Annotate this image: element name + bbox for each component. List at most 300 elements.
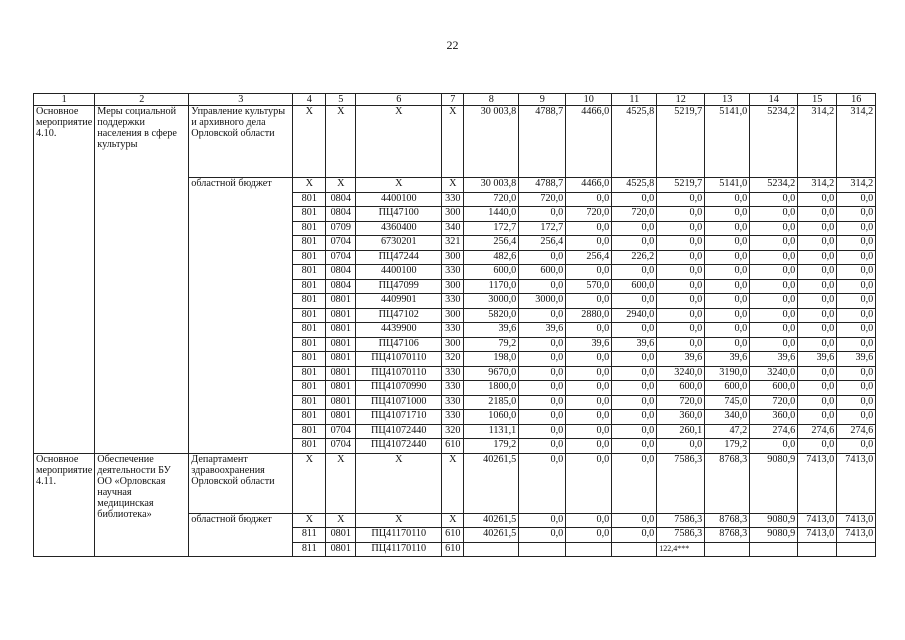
value-cell: 0,0 — [837, 221, 876, 236]
value-cell: 179,2 — [464, 439, 519, 454]
value-cell: 3190,0 — [705, 366, 750, 381]
column-header: 15 — [798, 94, 837, 106]
value-cell: 0801 — [326, 366, 356, 381]
value-cell: 3240,0 — [657, 366, 705, 381]
value-cell: 0801 — [326, 294, 356, 309]
value-cell: 801 — [293, 236, 326, 251]
value-cell: 226,2 — [612, 250, 657, 265]
value-cell: 0,0 — [798, 221, 837, 236]
value-cell: 340,0 — [705, 410, 750, 425]
value-cell: 0,0 — [612, 236, 657, 251]
value-cell: 0,0 — [705, 250, 750, 265]
value-cell: 801 — [293, 323, 326, 338]
value-cell: 0,0 — [657, 308, 705, 323]
value-cell: 0,0 — [612, 366, 657, 381]
value-cell — [612, 542, 657, 557]
value-cell: 0,0 — [798, 395, 837, 410]
value-cell: 256,4 — [464, 236, 519, 251]
value-cell: 0,0 — [837, 395, 876, 410]
column-header: 7 — [442, 94, 464, 106]
value-cell: 0,0 — [798, 265, 837, 280]
value-cell: 0,0 — [612, 323, 657, 338]
value-cell — [705, 542, 750, 557]
value-cell: 600,0 — [612, 279, 657, 294]
value-cell: 5141,0 — [705, 106, 750, 178]
value-cell: 8768,3 — [705, 513, 750, 528]
value-cell: ПЦ47102 — [356, 308, 442, 323]
value-cell: 0,0 — [566, 366, 612, 381]
value-cell: Х — [356, 453, 442, 513]
event-cell: Основное мероприятие 4.11. — [34, 453, 95, 557]
column-header: 1 — [34, 94, 95, 106]
value-cell: 801 — [293, 410, 326, 425]
column-header: 3 — [189, 94, 293, 106]
source-cell: областной бюджет — [189, 178, 293, 454]
value-cell: 5141,0 — [705, 178, 750, 193]
value-cell: 0,0 — [566, 439, 612, 454]
value-cell: 300 — [442, 279, 464, 294]
value-cell: 7586,3 — [657, 453, 705, 513]
value-cell: 0,0 — [519, 366, 566, 381]
column-header: 13 — [705, 94, 750, 106]
value-cell: 745,0 — [705, 395, 750, 410]
value-cell: 3000,0 — [464, 294, 519, 309]
value-cell: 801 — [293, 381, 326, 396]
value-cell: 9670,0 — [464, 366, 519, 381]
value-cell: 0,0 — [750, 308, 798, 323]
value-cell: 0,0 — [566, 381, 612, 396]
value-cell: 0709 — [326, 221, 356, 236]
value-cell: 0,0 — [798, 366, 837, 381]
value-cell: 0,0 — [798, 279, 837, 294]
value-cell: 4788,7 — [519, 106, 566, 178]
value-cell: 274,6 — [837, 424, 876, 439]
value-cell: ПЦ47100 — [356, 207, 442, 222]
value-cell: ПЦ41072440 — [356, 439, 442, 454]
value-cell: 4409901 — [356, 294, 442, 309]
value-cell: 4466,0 — [566, 178, 612, 193]
value-cell: 30 003,8 — [464, 106, 519, 178]
value-cell: 0,0 — [750, 236, 798, 251]
value-cell: 801 — [293, 279, 326, 294]
value-cell: 0,0 — [705, 308, 750, 323]
value-cell: Х — [442, 513, 464, 528]
value-cell: 0,0 — [750, 294, 798, 309]
value-cell: 801 — [293, 221, 326, 236]
value-cell: 7586,3 — [657, 513, 705, 528]
value-cell: ПЦ41072440 — [356, 424, 442, 439]
value-cell: 4360400 — [356, 221, 442, 236]
value-cell: 0,0 — [798, 236, 837, 251]
value-cell — [566, 542, 612, 557]
value-cell: 7413,0 — [837, 528, 876, 543]
value-cell: 4400100 — [356, 192, 442, 207]
value-cell: 3000,0 — [519, 294, 566, 309]
value-cell: 330 — [442, 410, 464, 425]
value-cell: 720,0 — [750, 395, 798, 410]
value-cell: 610 — [442, 528, 464, 543]
value-cell: 2940,0 — [612, 308, 657, 323]
value-cell: 5219,7 — [657, 106, 705, 178]
value-cell: 0704 — [326, 439, 356, 454]
value-cell: 330 — [442, 395, 464, 410]
value-cell: 0704 — [326, 424, 356, 439]
value-cell: 0,0 — [705, 265, 750, 280]
value-cell: 811 — [293, 542, 326, 557]
column-header: 12 — [657, 94, 705, 106]
value-cell: 0,0 — [519, 279, 566, 294]
value-cell: 0,0 — [750, 221, 798, 236]
value-cell: 0,0 — [837, 337, 876, 352]
value-cell: 4439900 — [356, 323, 442, 338]
value-cell: 0,0 — [612, 265, 657, 280]
value-cell: 0,0 — [657, 192, 705, 207]
value-cell: 7413,0 — [798, 528, 837, 543]
value-cell: 0,0 — [519, 410, 566, 425]
value-cell: 0801 — [326, 542, 356, 557]
value-cell: ПЦ41070990 — [356, 381, 442, 396]
value-cell: 0,0 — [566, 395, 612, 410]
value-cell: 0,0 — [657, 250, 705, 265]
value-cell: ПЦ47106 — [356, 337, 442, 352]
value-cell: 720,0 — [566, 207, 612, 222]
value-cell: 0,0 — [798, 308, 837, 323]
value-cell: 0,0 — [519, 381, 566, 396]
value-cell: 0,0 — [566, 192, 612, 207]
value-cell: 801 — [293, 294, 326, 309]
value-cell: 0,0 — [657, 236, 705, 251]
value-cell: 39,6 — [519, 323, 566, 338]
value-cell: 1131,1 — [464, 424, 519, 439]
value-cell: 0,0 — [705, 236, 750, 251]
value-cell: 0804 — [326, 192, 356, 207]
value-cell: 300 — [442, 337, 464, 352]
value-cell: 1060,0 — [464, 410, 519, 425]
value-cell: Х — [326, 106, 356, 178]
value-cell: 0,0 — [657, 279, 705, 294]
value-cell: 610 — [442, 542, 464, 557]
executor-cell: Департамент здравоохранения Орловской области — [189, 453, 293, 513]
value-cell: 0,0 — [705, 221, 750, 236]
value-cell: 8768,3 — [705, 453, 750, 513]
value-cell: 0,0 — [705, 192, 750, 207]
column-header: 9 — [519, 94, 566, 106]
column-header: 16 — [837, 94, 876, 106]
value-cell: 570,0 — [566, 279, 612, 294]
value-cell: 0,0 — [798, 337, 837, 352]
value-cell: 0,0 — [750, 337, 798, 352]
value-cell: 330 — [442, 381, 464, 396]
value-cell: 0,0 — [519, 337, 566, 352]
value-cell: 7586,3 — [657, 528, 705, 543]
value-cell: 300 — [442, 250, 464, 265]
value-cell: 260,1 — [657, 424, 705, 439]
value-cell: 2185,0 — [464, 395, 519, 410]
value-cell: 300 — [442, 308, 464, 323]
value-cell — [519, 542, 566, 557]
value-cell: 0,0 — [798, 381, 837, 396]
value-cell: 79,2 — [464, 337, 519, 352]
value-cell: 360,0 — [750, 410, 798, 425]
value-cell: 47,2 — [705, 424, 750, 439]
value-cell: 256,4 — [519, 236, 566, 251]
value-cell: 30 003,8 — [464, 178, 519, 193]
value-cell: 0,0 — [837, 207, 876, 222]
column-header: 8 — [464, 94, 519, 106]
value-cell: Х — [356, 178, 442, 193]
value-cell: 0,0 — [837, 439, 876, 454]
value-cell: 0,0 — [798, 439, 837, 454]
value-cell: 330 — [442, 294, 464, 309]
value-cell: 1440,0 — [464, 207, 519, 222]
value-cell: 0,0 — [566, 513, 612, 528]
value-cell: 801 — [293, 207, 326, 222]
value-cell: 39,6 — [612, 337, 657, 352]
value-cell: 0801 — [326, 323, 356, 338]
value-cell: 0804 — [326, 207, 356, 222]
value-cell: 39,6 — [657, 352, 705, 367]
value-cell: 600,0 — [519, 265, 566, 280]
value-cell: Х — [293, 453, 326, 513]
value-cell: 0,0 — [612, 352, 657, 367]
value-cell: 314,2 — [837, 178, 876, 193]
value-cell: 0,0 — [612, 439, 657, 454]
value-cell: Х — [356, 513, 442, 528]
value-cell: 5820,0 — [464, 308, 519, 323]
value-cell: 0,0 — [705, 337, 750, 352]
value-cell: 0801 — [326, 352, 356, 367]
value-cell: 0,0 — [798, 207, 837, 222]
value-cell: 0,0 — [566, 453, 612, 513]
value-cell: 0704 — [326, 236, 356, 251]
value-cell: 0,0 — [612, 424, 657, 439]
value-cell: Х — [442, 178, 464, 193]
value-cell: 0,0 — [750, 250, 798, 265]
value-cell: 0,0 — [750, 323, 798, 338]
value-cell: 811 — [293, 528, 326, 543]
value-cell: 7413,0 — [837, 453, 876, 513]
value-cell: 0,0 — [612, 513, 657, 528]
value-cell: 0,0 — [657, 207, 705, 222]
value-cell: 198,0 — [464, 352, 519, 367]
value-cell: 0,0 — [519, 424, 566, 439]
column-header: 5 — [326, 94, 356, 106]
value-cell: 801 — [293, 352, 326, 367]
value-cell: 0,0 — [705, 279, 750, 294]
value-cell: 39,6 — [566, 337, 612, 352]
value-cell: 314,2 — [798, 178, 837, 193]
value-cell: 0,0 — [837, 192, 876, 207]
value-cell: 300 — [442, 207, 464, 222]
value-cell: 4525,8 — [612, 106, 657, 178]
value-cell: ПЦ41071710 — [356, 410, 442, 425]
budget-table — [33, 93, 876, 557]
value-cell: 720,0 — [612, 207, 657, 222]
value-cell: Х — [442, 106, 464, 178]
value-cell: 1170,0 — [464, 279, 519, 294]
value-cell: 7413,0 — [798, 513, 837, 528]
value-cell: 0801 — [326, 308, 356, 323]
value-cell: 600,0 — [705, 381, 750, 396]
value-cell: 0,0 — [750, 439, 798, 454]
value-cell: Х — [326, 453, 356, 513]
value-cell: ПЦ47244 — [356, 250, 442, 265]
value-cell: 0804 — [326, 265, 356, 280]
value-cell: 0,0 — [657, 439, 705, 454]
value-cell: 39,6 — [705, 352, 750, 367]
value-cell: 256,4 — [566, 250, 612, 265]
value-cell: 330 — [442, 323, 464, 338]
value-cell: 0,0 — [612, 192, 657, 207]
value-cell: 0,0 — [612, 294, 657, 309]
value-cell: 0,0 — [837, 265, 876, 280]
value-cell — [750, 542, 798, 557]
column-header: 6 — [356, 94, 442, 106]
value-cell: 314,2 — [798, 106, 837, 178]
value-cell: 172,7 — [519, 221, 566, 236]
value-cell: 0,0 — [566, 294, 612, 309]
value-cell: 0,0 — [837, 381, 876, 396]
value-cell: Х — [293, 106, 326, 178]
value-cell: 9080,9 — [750, 528, 798, 543]
value-cell: 0,0 — [837, 323, 876, 338]
value-cell: 801 — [293, 366, 326, 381]
value-cell: 0,0 — [837, 279, 876, 294]
value-cell: 39,6 — [464, 323, 519, 338]
value-cell: 4400100 — [356, 265, 442, 280]
value-cell: 5234,2 — [750, 178, 798, 193]
value-cell: 0,0 — [566, 424, 612, 439]
value-cell: 40261,5 — [464, 513, 519, 528]
value-cell: 0,0 — [519, 250, 566, 265]
value-cell: ПЦ41170110 — [356, 542, 442, 557]
value-cell: 0,0 — [705, 207, 750, 222]
value-cell: 0,0 — [837, 250, 876, 265]
value-cell: 7413,0 — [798, 453, 837, 513]
value-cell — [798, 542, 837, 557]
value-cell: 720,0 — [519, 192, 566, 207]
table-body — [34, 94, 876, 557]
value-cell: 274,6 — [798, 424, 837, 439]
value-cell: 330 — [442, 366, 464, 381]
value-cell: 3240,0 — [750, 366, 798, 381]
value-cell: 0801 — [326, 528, 356, 543]
value-cell: 0704 — [326, 250, 356, 265]
value-cell: 0,0 — [837, 366, 876, 381]
value-cell — [464, 542, 519, 557]
value-cell: 801 — [293, 395, 326, 410]
value-cell: 0,0 — [798, 250, 837, 265]
measure-cell: Меры социальной поддержки населения в сфере культуры — [95, 106, 189, 454]
value-cell: 320 — [442, 424, 464, 439]
value-cell: 0,0 — [837, 410, 876, 425]
value-cell: 0,0 — [798, 410, 837, 425]
value-cell: 600,0 — [750, 381, 798, 396]
value-cell: Х — [293, 513, 326, 528]
value-cell: 8768,3 — [705, 528, 750, 543]
value-cell: 720,0 — [657, 395, 705, 410]
value-cell: 0,0 — [750, 265, 798, 280]
value-cell: 801 — [293, 265, 326, 280]
value-cell: 0,0 — [566, 236, 612, 251]
value-cell: 0,0 — [519, 352, 566, 367]
value-cell: 9080,9 — [750, 513, 798, 528]
value-cell: 0,0 — [612, 381, 657, 396]
value-cell: 122,4*** — [657, 542, 705, 557]
column-header: 14 — [750, 94, 798, 106]
value-cell: 330 — [442, 265, 464, 280]
value-cell: 40261,5 — [464, 528, 519, 543]
value-cell: 1800,0 — [464, 381, 519, 396]
value-cell: 0,0 — [705, 294, 750, 309]
event-cell: Основное мероприятие 4.10. — [34, 106, 95, 454]
value-cell: ПЦ41170110 — [356, 528, 442, 543]
value-cell: 320 — [442, 352, 464, 367]
value-cell: 0,0 — [837, 236, 876, 251]
value-cell: 0,0 — [657, 337, 705, 352]
value-cell: 9080,9 — [750, 453, 798, 513]
value-cell: 0,0 — [519, 513, 566, 528]
value-cell: Х — [326, 178, 356, 193]
value-cell: 4525,8 — [612, 178, 657, 193]
value-cell: ПЦ41070110 — [356, 366, 442, 381]
value-cell: Х — [356, 106, 442, 178]
value-cell: 321 — [442, 236, 464, 251]
value-cell: 801 — [293, 337, 326, 352]
value-cell: 801 — [293, 424, 326, 439]
page-number: 22 — [446, 38, 459, 52]
value-cell: 0801 — [326, 410, 356, 425]
value-cell: 0,0 — [519, 395, 566, 410]
value-cell: 0,0 — [750, 207, 798, 222]
table-row — [34, 106, 876, 178]
value-cell: 0801 — [326, 395, 356, 410]
value-cell: 172,7 — [464, 221, 519, 236]
value-cell: 801 — [293, 439, 326, 454]
value-cell: 0,0 — [657, 323, 705, 338]
value-cell: Х — [442, 453, 464, 513]
value-cell: 0,0 — [837, 294, 876, 309]
value-cell: 0,0 — [798, 192, 837, 207]
value-cell: 0,0 — [657, 265, 705, 280]
value-cell: 0,0 — [566, 221, 612, 236]
value-cell: 0,0 — [837, 308, 876, 323]
value-cell: 600,0 — [464, 265, 519, 280]
value-cell — [837, 542, 876, 557]
value-cell: 0,0 — [566, 352, 612, 367]
value-cell: 2880,0 — [566, 308, 612, 323]
value-cell: 0,0 — [750, 279, 798, 294]
value-cell: Х — [326, 513, 356, 528]
value-cell: 0,0 — [519, 528, 566, 543]
value-cell: 0,0 — [612, 410, 657, 425]
value-cell: 600,0 — [657, 381, 705, 396]
header-row — [34, 94, 876, 106]
value-cell: 0,0 — [566, 410, 612, 425]
value-cell: 0,0 — [657, 221, 705, 236]
value-cell: 0,0 — [519, 308, 566, 323]
value-cell: 5234,2 — [750, 106, 798, 178]
value-cell: 0,0 — [566, 528, 612, 543]
value-cell: 0,0 — [750, 192, 798, 207]
value-cell: 801 — [293, 192, 326, 207]
value-cell: 4466,0 — [566, 106, 612, 178]
value-cell: 801 — [293, 308, 326, 323]
value-cell: 0,0 — [519, 453, 566, 513]
value-cell: 0,0 — [705, 323, 750, 338]
value-cell: 360,0 — [657, 410, 705, 425]
value-cell: 0,0 — [612, 395, 657, 410]
